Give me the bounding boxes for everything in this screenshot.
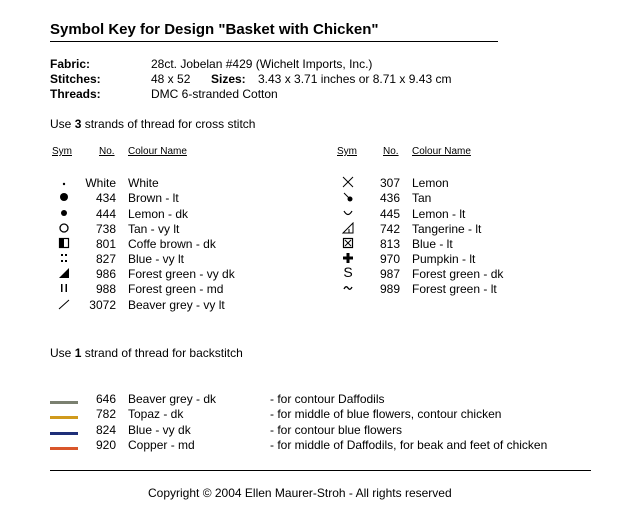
comet-icon	[340, 191, 356, 203]
colour-name: Tangerine - lt	[412, 222, 482, 236]
left-colour-header: Colour Name	[128, 146, 187, 157]
footer-divider	[50, 470, 591, 471]
thread-number: 989	[379, 282, 400, 296]
dot-medium-icon	[56, 207, 72, 219]
left-sym-header: Sym	[52, 146, 72, 157]
title-divider	[50, 41, 498, 42]
colour-name: Beaver grey - vy lt	[128, 298, 225, 312]
colour-name: Blue - vy dk	[128, 423, 191, 437]
circle-outline-icon	[56, 222, 72, 234]
cross-stitch-note	[50, 117, 255, 131]
backstitch-line-swatch	[50, 416, 78, 419]
usage-note: - for middle of blue flowers, contour chicken	[270, 407, 502, 421]
colour-name: Lemon	[412, 176, 449, 190]
thread-number: 444	[95, 207, 116, 221]
note-pre: Use	[50, 117, 75, 131]
outline-triangle-icon	[340, 222, 356, 234]
thread-number: 824	[95, 423, 116, 437]
colour-name: Forest green - md	[128, 282, 224, 296]
colour-name: Topaz - dk	[128, 407, 184, 421]
thread-number: 988	[95, 282, 116, 296]
slash-icon	[56, 298, 72, 310]
strand-count: 3	[74, 117, 82, 131]
colour-name: Forest green - dk	[412, 267, 504, 281]
threads-value: DMC 6-stranded Cotton	[151, 87, 278, 101]
colour-name: Copper - md	[128, 438, 195, 452]
usage-note: - for contour blue flowers	[270, 423, 403, 437]
note-post: strand of thread for backstitch	[81, 346, 243, 360]
stitches-label: Stitches:	[50, 72, 101, 86]
thread-number: 434	[95, 191, 116, 205]
cross-icon	[340, 176, 356, 188]
thread-number: White	[85, 176, 116, 190]
colour-name: Forest green - lt	[412, 282, 497, 296]
left-no-header: No.	[99, 146, 115, 157]
four-dots-icon	[56, 252, 72, 264]
smile-arc-icon	[340, 207, 356, 219]
colour-name: White	[128, 176, 159, 190]
right-no-header: No.	[383, 146, 399, 157]
fabric-label: Fabric:	[50, 57, 91, 71]
colour-name: Blue - lt	[412, 237, 453, 251]
sizes-value: 3.43 x 3.71 inches or 8.71 x 9.43 cm	[258, 72, 452, 86]
note-post: strands of thread for cross stitch	[81, 117, 256, 131]
colour-name: Pumpkin - lt	[412, 252, 476, 266]
s-icon: S	[343, 264, 353, 280]
backstitch-line-swatch	[50, 401, 78, 404]
usage-note: - for middle of Daffodils, for beak and feet of chicken	[270, 438, 548, 452]
strand-count: 1	[74, 346, 82, 360]
colour-name: Coffe brown - dk	[128, 237, 216, 251]
thread-number: 738	[95, 222, 116, 236]
thread-number: 646	[95, 392, 116, 406]
thread-number: 3072	[89, 298, 116, 312]
thread-number: 436	[379, 191, 400, 205]
thread-number: 986	[95, 267, 116, 281]
colour-name: Forest green - vy dk	[128, 267, 235, 281]
thread-number: 445	[379, 207, 400, 221]
right-sym-header: Sym	[337, 146, 357, 157]
thread-number: 920	[95, 438, 116, 452]
backstitch-line-swatch	[50, 432, 78, 435]
colour-name: Lemon - dk	[128, 207, 189, 221]
boxed-x-icon	[340, 237, 356, 249]
thread-number: 987	[379, 267, 400, 281]
tilde-icon	[340, 282, 356, 294]
sizes-label: Sizes:	[211, 72, 246, 86]
colour-name: Beaver grey - dk	[128, 392, 217, 406]
stitches-value: 48 x 52	[151, 72, 191, 86]
thread-number: 970	[379, 252, 400, 266]
double-bar-icon	[56, 282, 72, 294]
threads-label: Threads:	[50, 87, 101, 101]
thread-number: 827	[95, 252, 116, 266]
page-title: Symbol Key for Design "Basket with Chicken"	[50, 21, 379, 38]
thread-number: 801	[95, 237, 116, 251]
copyright-notice: Copyright © 2004 Ellen Maurer-Stroh - All rights reserved	[148, 486, 452, 500]
fabric-value: 28ct. Jobelan #429 (Wichelt Imports, Inc.)	[151, 57, 373, 71]
colour-name: Tan	[412, 191, 432, 205]
note-pre: Use	[50, 346, 75, 360]
right-colour-header: Colour Name	[412, 146, 471, 157]
thread-number: 782	[95, 407, 116, 421]
dot-large-icon	[56, 191, 72, 203]
backstitch-line-swatch	[50, 447, 78, 450]
half-filled-square-icon	[56, 237, 72, 249]
colour-name: Brown - lt	[128, 191, 179, 205]
colour-name: Tan - vy lt	[128, 222, 180, 236]
plus-icon	[340, 252, 356, 264]
thread-number: 813	[379, 237, 400, 251]
dot-small-icon	[56, 178, 72, 190]
colour-name: Lemon - lt	[412, 207, 466, 221]
filled-triangle-icon	[56, 267, 72, 279]
usage-note: - for contour Daffodils	[270, 392, 385, 406]
thread-number: 742	[379, 222, 400, 236]
thread-number: 307	[379, 176, 400, 190]
colour-name: Blue - vy lt	[128, 252, 185, 266]
backstitch-note	[50, 346, 243, 360]
